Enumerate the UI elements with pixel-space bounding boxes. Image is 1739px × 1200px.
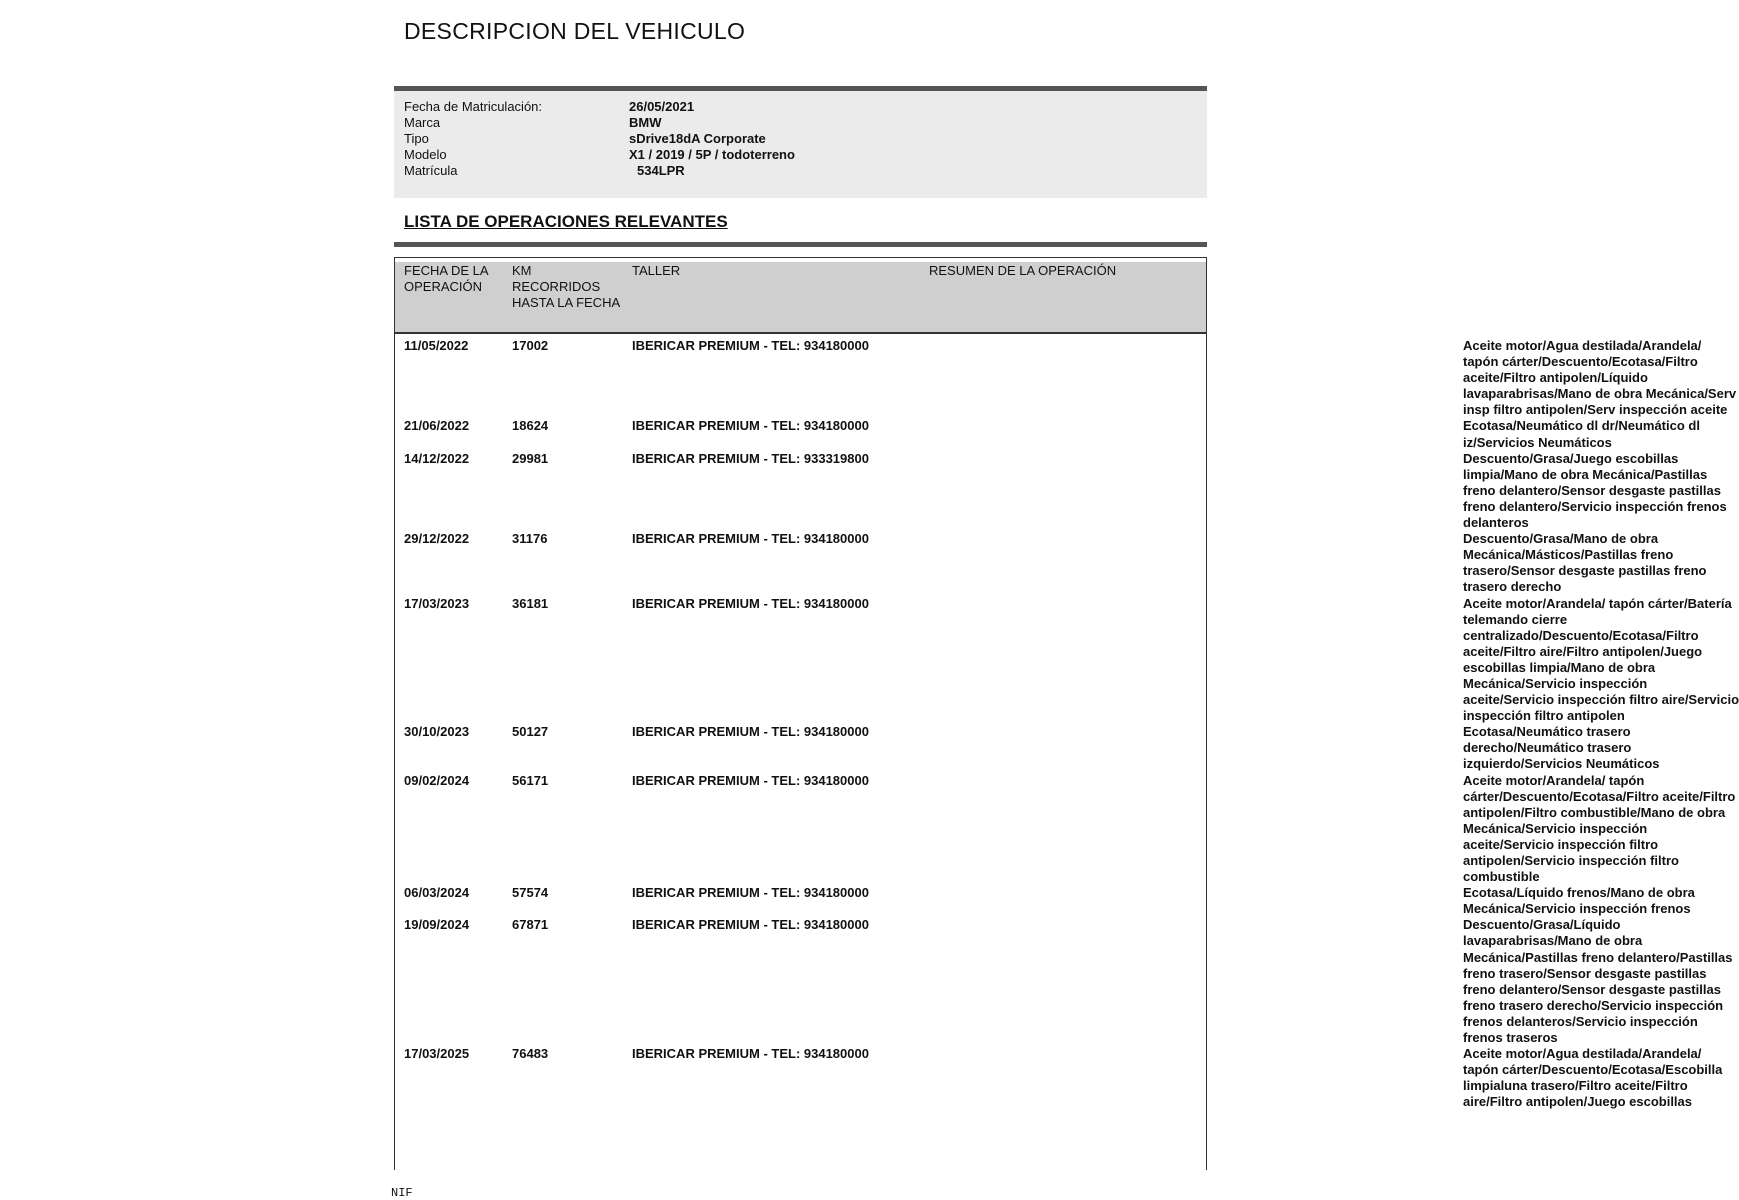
- row-summary: Aceite motor/Arandela/ tapón cárter/Descuento/Ecotasa/Filtro aceite/Filtro antipolen/Filtro combustible/Mano de obra Mecánica/Servicio inspección aceite/Servicio inspección filtro antipolen/Servicio inspección filtro combustible: [1463, 772, 1736, 885]
- row-workshop: IBERICAR PREMIUM - TEL: 934180000: [632, 595, 869, 611]
- row-km: 76483: [512, 1046, 549, 1062]
- table-row: [395, 917, 1733, 1046]
- row-date: 21/06/2022: [404, 418, 470, 434]
- row-workshop: IBERICAR PREMIUM - TEL: 934180000: [632, 338, 869, 353]
- vehicle-row-plate: [404, 163, 795, 179]
- vehicle-row-brand: [404, 115, 795, 131]
- header-km: KM RECORRIDOS HASTA LA FECHA: [512, 263, 621, 310]
- table-row: [395, 885, 1695, 917]
- vehicle-row-registration-date: [404, 99, 795, 115]
- row-date: 06/03/2024: [404, 885, 470, 901]
- row-date: 17/03/2025: [404, 1046, 470, 1062]
- row-workshop: IBERICAR PREMIUM - TEL: 934180000: [632, 531, 869, 547]
- row-date: 14/12/2022: [404, 450, 470, 466]
- row-km: 29981: [512, 450, 549, 466]
- vehicle-label: Modelo: [404, 147, 447, 162]
- row-km: 31176: [512, 531, 548, 547]
- row-summary: Descuento/Grasa/Líquido lavaparabrisas/Mano de obra Mecánica/Pastillas freno delantero/Pastillas freno trasero/Sensor desgaste pastillas freno delantero/Sensor desgaste pastillas freno trasero derecho/Servicio inspección frenos delanteros/Servicio inspección frenos traseros: [1463, 917, 1733, 1046]
- vehicle-row-model: [404, 147, 795, 163]
- row-km: 18624: [512, 418, 549, 434]
- operations-table: [394, 257, 1739, 1170]
- table-row: [395, 772, 1736, 886]
- row-workshop: IBERICAR PREMIUM - TEL: 934180000: [632, 724, 869, 740]
- table-row: [395, 1046, 1723, 1110]
- row-workshop: IBERICAR PREMIUM - TEL: 934180000: [632, 418, 869, 434]
- vehicle-value: 26/05/2021: [629, 99, 695, 114]
- header-workshop: TALLER: [632, 263, 681, 278]
- row-workshop: IBERICAR PREMIUM - TEL: 934180000: [632, 1046, 869, 1062]
- table-row: [395, 724, 1660, 772]
- header-summary: RESUMEN DE LA OPERACIÓN: [929, 263, 1117, 278]
- row-km: 17002: [512, 338, 549, 353]
- footer-nif: NIF: [391, 1186, 413, 1200]
- vehicle-label: Fecha de Matriculación:: [404, 99, 543, 114]
- row-summary: Ecotasa/Neumático dl dr/Neumático dl iz/Servicios Neumáticos: [1463, 418, 1700, 450]
- row-summary: Ecotasa/Líquido frenos/Mano de obra Mecánica/Servicio inspección frenos: [1463, 885, 1695, 917]
- vehicle-label: Tipo: [404, 131, 429, 146]
- row-summary: Aceite motor/Agua destilada/Arandela/ tapón cárter/Descuento/Ecotasa/Filtro aceite/Filtro antipolen/Líquido lavaparabrisas/Mano de obra Mecánica/Serv insp filtro antipolen/Serv inspección aceite: [1463, 338, 1737, 418]
- table-row: [395, 531, 1707, 595]
- vehicle-value: sDrive18dA Corporate: [629, 131, 766, 146]
- row-date: 09/02/2024: [404, 772, 470, 788]
- vehicle-label: Marca: [404, 115, 441, 130]
- row-summary: Descuento/Grasa/Mano de obra Mecánica/Másticos/Pastillas freno trasero/Sensor desgaste pastillas freno trasero derecho: [1463, 531, 1707, 595]
- row-date: 19/09/2024: [404, 917, 470, 933]
- vehicle-info-rows: [404, 99, 795, 179]
- vehicle-label: Matrícula: [404, 163, 458, 178]
- table-row: [395, 338, 1737, 418]
- vehicle-value: X1 / 2019 / 5P / todoterreno: [629, 147, 795, 162]
- row-date: 11/05/2022: [404, 338, 469, 353]
- section-divider: [394, 242, 1207, 247]
- table-row: [395, 418, 1700, 450]
- row-workshop: IBERICAR PREMIUM - TEL: 934180000: [632, 885, 869, 901]
- row-km: 36181: [512, 595, 549, 611]
- row-km: 56171: [512, 772, 549, 788]
- row-date: 30/10/2023: [404, 724, 470, 740]
- document-title: DESCRIPCION DEL VEHICULO: [404, 18, 746, 44]
- operations-section-title: LISTA DE OPERACIONES RELEVANTES: [404, 212, 728, 231]
- table-row: [395, 595, 1739, 725]
- table-header: [395, 262, 1206, 334]
- row-km: 67871: [512, 917, 549, 933]
- row-date: 29/12/2022: [404, 531, 470, 547]
- row-summary: Descuento/Grasa/Juego escobillas limpia/Mano de obra Mecánica/Pastillas freno delantero/Sensor desgaste pastillas freno delantero/Servicio inspección frenos delanteros: [1463, 450, 1727, 531]
- row-workshop: IBERICAR PREMIUM - TEL: 934180000: [632, 772, 869, 788]
- row-km: 57574: [512, 885, 549, 901]
- row-workshop: IBERICAR PREMIUM - TEL: 934180000: [632, 917, 869, 933]
- row-summary: Ecotasa/Neumático trasero derecho/Neumático trasero izquierdo/Servicios Neumáticos: [1463, 724, 1660, 772]
- row-summary: Aceite motor/Agua destilada/Arandela/ tapón cárter/Descuento/Ecotasa/Escobilla limpialuna trasero/Filtro aceite/Filtro aire/Filtro antipolen/Juego escobillas: [1463, 1046, 1723, 1110]
- table-row: [395, 450, 1727, 531]
- vehicle-value: BMW: [629, 115, 662, 130]
- table-body: [395, 334, 1739, 1111]
- vehicle-info-panel: [394, 86, 1207, 198]
- row-workshop: IBERICAR PREMIUM - TEL: 933319800: [632, 450, 869, 466]
- vehicle-row-type: [404, 131, 795, 147]
- header-date: FECHA DE LA OPERACIÓN: [404, 263, 488, 294]
- row-date: 17/03/2023: [404, 595, 470, 611]
- row-summary: Aceite motor/Arandela/ tapón cárter/Batería telemando cierre centralizado/Descuento/Ecotasa/Filtro aceite/Filtro aire/Filtro antipolen/Juego escobillas limpia/Mano de obra Mecánica/Servicio inspección aceite/Servicio inspección filtro aire/Servicio inspección filtro antipolen: [1463, 595, 1739, 724]
- vehicle-value: 534LPR: [637, 163, 685, 178]
- row-km: 50127: [512, 724, 549, 740]
